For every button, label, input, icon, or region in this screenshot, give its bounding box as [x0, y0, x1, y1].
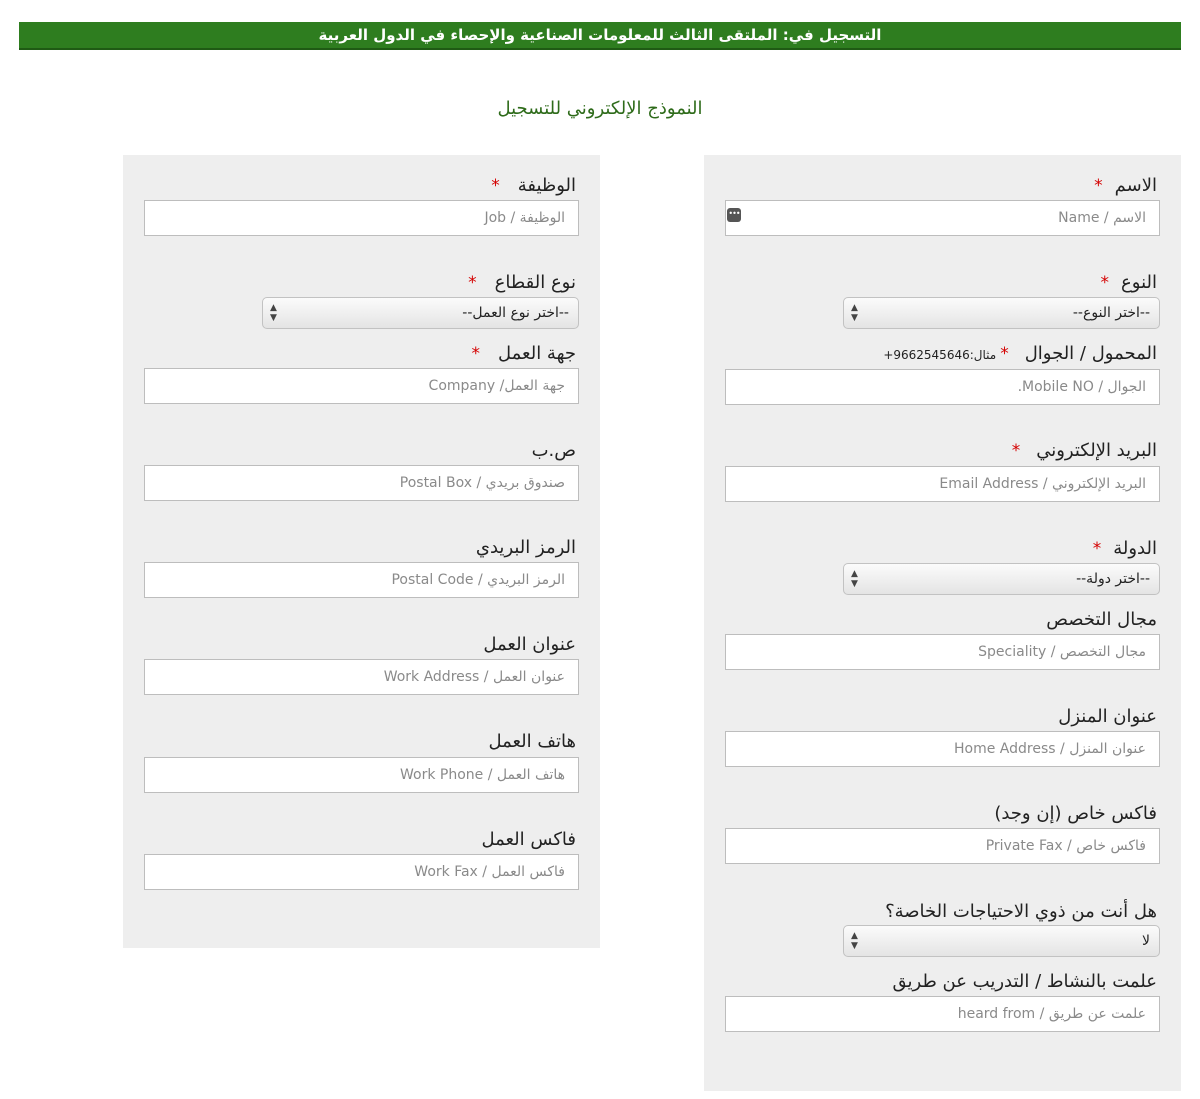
company-label: جهة العمل — [497, 343, 576, 364]
country-select[interactable] — [843, 563, 1160, 595]
country-label: الدولة — [1113, 538, 1157, 559]
home-address-input[interactable] — [725, 731, 1160, 767]
work-phone-input[interactable] — [144, 757, 579, 793]
gender-select[interactable] — [843, 297, 1160, 329]
work-info-panel — [123, 155, 600, 948]
required-marker: * — [1000, 344, 1009, 364]
heard-from-input[interactable] — [725, 996, 1160, 1032]
select-arrows-icon: ▲ ▼ — [270, 303, 277, 323]
gender-selected-value: --اختر النوع-- — [1072, 305, 1150, 321]
home-address-label: عنوان المنزل — [1058, 706, 1157, 727]
private-fax-input[interactable] — [725, 828, 1160, 864]
mobile-input[interactable] — [725, 369, 1160, 405]
country-selected-value: --اختر دولة-- — [1076, 571, 1150, 587]
sector-select[interactable] — [262, 297, 579, 329]
banner-event-name: الملتقى الثالث للمعلومات الصناعية والإحصاء في الدول العربية — [318, 26, 778, 44]
required-marker: * — [1094, 176, 1103, 196]
sector-label: نوع القطاع — [494, 272, 576, 293]
work-fax-label: فاكس العمل — [481, 829, 576, 850]
sector-selected-value: --اختر نوع العمل-- — [462, 305, 569, 321]
postal-code-input[interactable] — [144, 562, 579, 598]
company-input[interactable] — [144, 368, 579, 404]
work-fax-input[interactable] — [144, 854, 579, 890]
job-input[interactable] — [144, 200, 579, 236]
required-marker: * — [471, 344, 480, 364]
banner-prefix: التسجيل في: — [782, 26, 882, 44]
special-needs-selected-value: لا — [1142, 933, 1150, 949]
required-marker: * — [1092, 539, 1102, 559]
email-input[interactable] — [725, 466, 1160, 502]
special-needs-select[interactable] — [843, 925, 1160, 957]
mobile-label: المحمول / الجوال — [1024, 343, 1157, 364]
special-needs-label: هل أنت من ذوي الاحتياجات الخاصة؟ — [885, 901, 1157, 922]
name-label: الاسم — [1114, 175, 1157, 196]
job-label: الوظيفة — [517, 175, 576, 196]
select-arrows-icon: ▲ ▼ — [851, 931, 858, 951]
speciality-input[interactable] — [725, 634, 1160, 670]
required-marker: * — [1011, 441, 1021, 461]
work-phone-label: هاتف العمل — [488, 731, 576, 752]
name-input[interactable] — [725, 200, 1160, 236]
work-address-input[interactable] — [144, 659, 579, 695]
required-marker: * — [468, 273, 477, 293]
form-title: النموذج الإلكتروني للتسجيل — [497, 98, 703, 119]
contact-card-icon[interactable]: ••• — [727, 208, 741, 222]
po-box-label: ص.ب — [531, 440, 576, 461]
heard-from-label: علمت بالنشاط / التدريب عن طريق — [892, 971, 1157, 992]
personal-info-panel — [704, 155, 1181, 1091]
private-fax-label: فاكس خاص (إن وجد) — [994, 803, 1157, 824]
gender-label: النوع — [1121, 272, 1157, 293]
postal-code-label: الرمز البريدي — [475, 537, 576, 558]
required-marker: * — [1100, 273, 1110, 293]
required-marker: * — [491, 176, 500, 196]
mobile-format-hint: مثال:9662545646+ — [883, 348, 997, 362]
select-arrows-icon: ▲ ▼ — [851, 303, 858, 323]
work-address-label: عنوان العمل — [483, 634, 576, 655]
email-label: البريد الإلكتروني — [1036, 440, 1157, 461]
speciality-label: مجال التخصص — [1046, 609, 1157, 630]
po-box-input[interactable] — [144, 465, 579, 501]
event-banner — [19, 22, 1181, 50]
select-arrows-icon: ▲ ▼ — [851, 569, 858, 589]
